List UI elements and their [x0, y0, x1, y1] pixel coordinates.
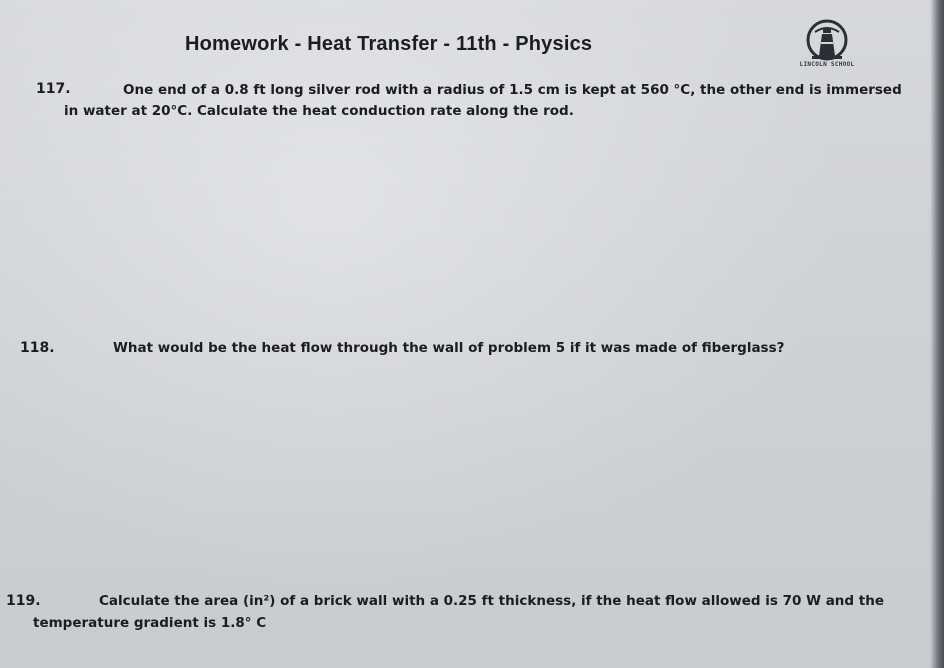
question-text-line-2: temperature gradient is 1.8° C [33, 615, 267, 631]
lighthouse-icon [782, 18, 872, 64]
question-text-line-1: What would be the heat flow through the wall of problem 5 if it was made of fiberglass? [113, 340, 785, 356]
question-text-line-1: Calculate the area (in²) of a brick wall with a 0.25 ft thickness, if the heat flow allowed is 70 W and the [99, 593, 884, 609]
page-edge-shadow [930, 0, 944, 668]
question-number: 118. [20, 340, 55, 356]
question-number: 119. [6, 593, 41, 609]
school-logo [782, 18, 872, 78]
question-text-line-2: in water at 20°C. Calculate the heat conduction rate along the rod. [64, 103, 574, 119]
page-title: Homework - Heat Transfer - 11th - Physics [185, 33, 593, 55]
school-logo-text: LINCOLN SCHOOL [799, 61, 855, 68]
question-text-line-1: One end of a 0.8 ft long silver rod with a radius of 1.5 cm is kept at 560 °C, the other end is immersed [123, 82, 902, 98]
question-number: 117. [36, 81, 71, 97]
